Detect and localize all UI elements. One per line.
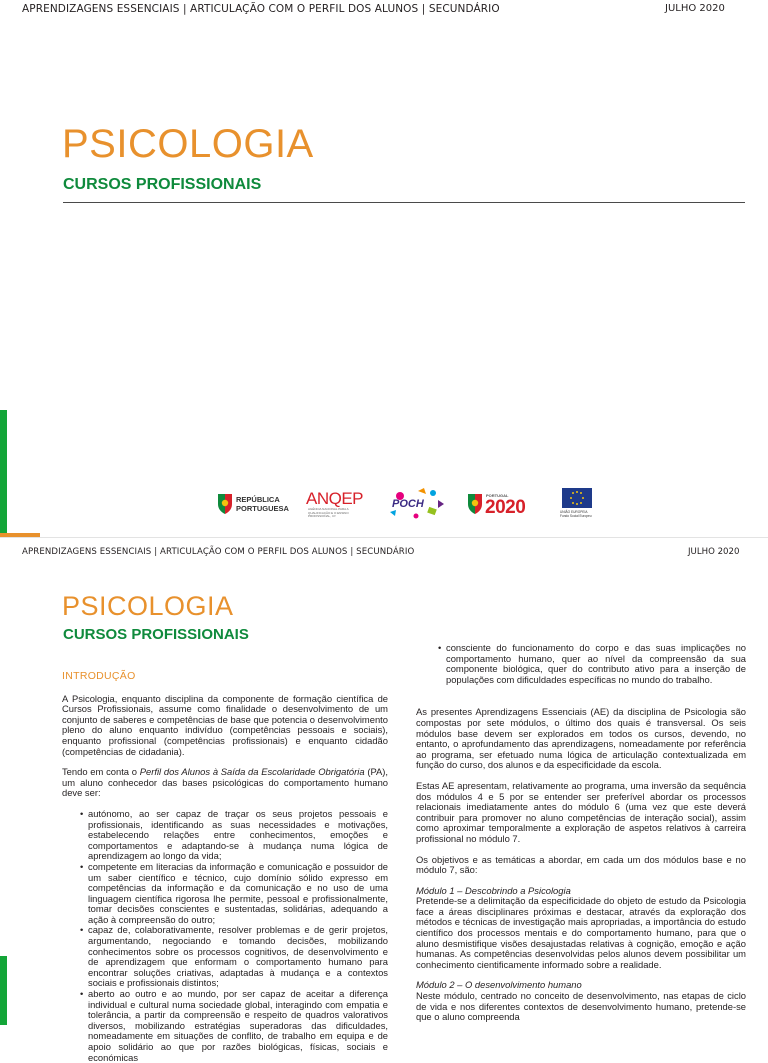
anqep-small-text: AGÊNCIA NACIONAL PARA A QUALIFICAÇÃO E O ENSINO PROFISSIONAL, I.P. xyxy=(308,507,349,518)
page-subtitle: CURSOS PROFISSIONAIS xyxy=(63,626,249,643)
profile-list-continued xyxy=(416,643,746,685)
right-column xyxy=(416,643,746,1033)
list-item: • capaz de, colaborativamente, resolver problemas e de gerir projetos, argumentando, negociando e tomando decisões, mobilizando conhecimentos sobre os processos cognitivos, de desenvolvimento e de aprendizagem que enformam o comportamento humano para encontrar soluções criativas, adaptadas à mudança e a contextos sociais e profissionais distintos; xyxy=(88,925,388,989)
list-item: • competente em literacias da informação e comunicação e possuidor de um saber científico e técnico, cujo domínio sólido expresso em competências da informação e da comunicação e no uso de uma linguagem científica rigorosa lhe permite, pessoal e profissionalmente, tomar decisões conscientes e sustentadas, solidárias, adequando a ação à compreensão do outro; xyxy=(88,862,388,926)
anqep-logo xyxy=(304,486,376,522)
ue-line2: Fundo Social Europeu xyxy=(560,514,592,518)
anqep-wordmark: ANQEP xyxy=(306,489,364,508)
republica-emblem-icon xyxy=(216,492,234,516)
title-rule xyxy=(63,202,745,203)
poch-logo xyxy=(388,486,446,522)
page-title: PSICOLOGIA xyxy=(62,122,314,166)
profile-list xyxy=(62,809,388,1063)
module-2-text: Neste módulo, centrado no conceito de desenvolvimento, nas etapas de ciclo de vida e nos diferentes contextos de desenvolvimento humano, pretende-se que o aluno compreenda xyxy=(416,990,746,1023)
objectives-intro: Os objetivos e as temáticas a abordar, em cada um dos módulos base e no módulo 7, são: xyxy=(416,853,746,876)
portugal2020-emblem-icon xyxy=(466,492,484,516)
module-1-title: Módulo 1 – Descobrindo a Psicologia xyxy=(416,884,571,896)
uniao-europeia-logo xyxy=(558,486,596,522)
perfil-italic: Perfil dos Alunos à Saída da Escolaridade Obrigatória xyxy=(139,766,365,778)
list-item: • autónomo, ao ser capaz de traçar os seus projetos pessoais e profissionais, identificando as suas necessidades e motivações, estabelecendo relações entre conhecimentos, emoções e comportamentos e adaptando-se à mudança numa lógica de aprendizagem ao longo da vida; xyxy=(88,809,388,862)
running-header: APRENDIZAGENS ESSENCIAIS | ARTICULAÇÃO COM O PERFIL DOS ALUNOS | SECUNDÁRIO xyxy=(22,547,415,557)
page-title: PSICOLOGIA xyxy=(62,591,234,621)
poch-wordmark: POCH xyxy=(392,498,424,510)
module-2-title: Módulo 2 – O desenvolvimento humano xyxy=(416,979,582,991)
module-1-text: Pretende-se a delimitação da especificidade do objeto de estudo da Psicologia face a áreas disciplinares próximas e destacar, através da exploração dos métodos e técnicas de investigação mais apropriadas, a importância do estudo científico dos processos mentais e do comportamento humano, para que o aluno desmistifique visões desajustadas relativas à cognição, emoção e ação humanas. As competências desenvolvidas pelos alunos devem possibilitar um conhecimento cientificamente informado sobre a realidade. xyxy=(416,895,746,970)
portugal-label: PORTUGAL xyxy=(486,493,509,498)
partner-logos xyxy=(216,486,596,526)
intro-paragraph: A Psicologia, enquanto disciplina da componente de formação científica de Cursos Profissionais, assume como finalidade o desenvolvimento de um conjunto de saberes e competências de base que potencia o desenvolvimento pleno do aluno enquanto indivíduo (competências pessoais e sociais), enquanto profissional (competências profissionais) e enquanto cidadão (competências de cidadania). xyxy=(62,692,388,757)
left-column xyxy=(62,671,388,1063)
modules-paragraph: As presentes Aprendizagens Essenciais (AE) da disciplina de Psicologia são compostas por sete módulos, o último dos quais é transversal. Os seis módulos base devem ser explorados em todos os cursos, devendo, no entanto, o aprofundamento das aprendizagens, nomeadamente por referência ao programa, ser efetuado numa lógica de articulação contextualizada em função do curso, dos alunos e da especificidade da escola. xyxy=(416,706,746,771)
republica-portuguesa-logo xyxy=(216,486,292,522)
header-date: JULHO 2020 xyxy=(688,547,740,557)
eu-flag-icon xyxy=(562,488,592,508)
portugal-2020-logo xyxy=(466,486,542,522)
republica-line2: PORTUGUESA xyxy=(236,504,289,513)
running-header: APRENDIZAGENS ESSENCIAIS | ARTICULAÇÃO COM O PERFIL DOS ALUNOS | SECUNDÁRIO xyxy=(22,3,500,15)
content-page xyxy=(0,537,768,1063)
ue-line1: UNIÃO EUROPEIA xyxy=(560,510,588,514)
perfil-post: (PA), um aluno conhecedor das bases psicológicas do comportamento humano deve ser: xyxy=(62,766,388,799)
section-title: INTRODUÇÃO xyxy=(62,670,136,682)
list-item: • aberto ao outro e ao mundo, por ser capaz de aceitar a diferença individual e cultural numa sociedade global, interagindo com empatia e tolerância, a partir da compreensão e respeito de quadros valorativos diversos, mobilizando estratégias superadoras das dificuldades, nomeadamente em situações de conflito, de trabalho em equipa e de apoio solidário ao que por razões biológicas, físicas, sociais e económicas xyxy=(88,989,388,1063)
year-2020: 2020 xyxy=(485,497,526,518)
sequence-paragraph: Estas AE apresentam, relativamente ao programa, uma inversão da sequência dos módulos 4 e 5 por se entender ser preferível abordar os processos relacionais imediatamente antes do módulo 6 (uma vez que este deverá contribuir para promover no aluno competências de interação social), assim como aproximar temporalmente a exploração de aspetos relativos à carreira profissional no módulo 7. xyxy=(416,779,746,844)
list-item: • consciente do funcionamento do corpo e das suas implicações no comportamento humano, quer ao nível da compreensão da sua componente biológica, quer do contributo ativo para a inserção de populações com dificuldades específicas no mundo do trabalho. xyxy=(446,643,746,685)
eu-stars-icon xyxy=(562,488,592,508)
republica-line1: REPÚBLICA xyxy=(236,495,280,504)
perfil-paragraph xyxy=(62,767,388,799)
perfil-pre: Tendo em conta o xyxy=(62,766,140,778)
header-date: JULHO 2020 xyxy=(665,3,725,14)
page-subtitle: CURSOS PROFISSIONAIS xyxy=(63,176,262,193)
green-accent-bar xyxy=(0,410,7,537)
green-accent-bar xyxy=(0,956,7,1025)
